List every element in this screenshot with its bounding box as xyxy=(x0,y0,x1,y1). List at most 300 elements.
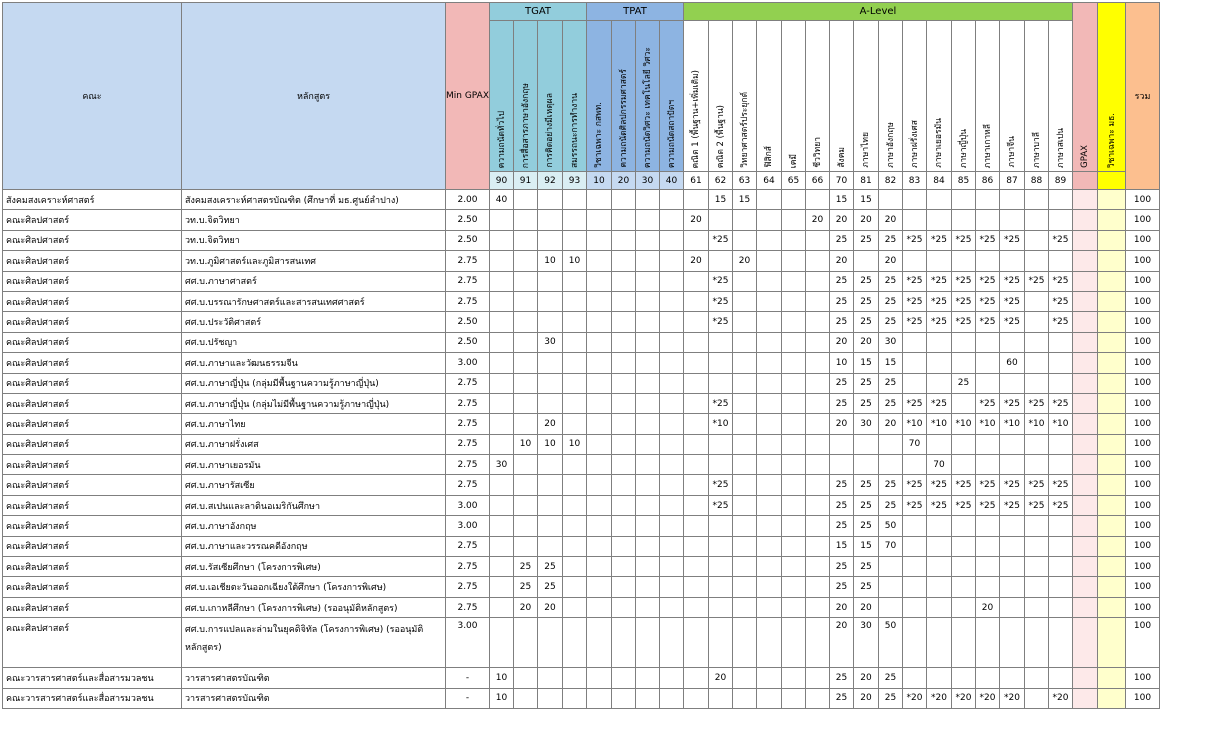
score-cell-65 xyxy=(782,210,806,230)
score-cell-40 xyxy=(660,455,684,475)
score-cell-62 xyxy=(709,536,733,556)
score-cell-90 xyxy=(490,516,514,536)
score-cell-91: 10 xyxy=(514,434,538,454)
subject-header-87: ภาษาจีน xyxy=(1000,21,1025,172)
score-cell-63 xyxy=(733,455,757,475)
score-cell-86: *25 xyxy=(976,230,1000,250)
score-cell-64 xyxy=(757,577,782,597)
min-gpax-cell: 3.00 xyxy=(446,516,490,536)
score-cell-63 xyxy=(733,271,757,291)
score-cell-20 xyxy=(612,353,636,373)
score-cell-90 xyxy=(490,475,514,495)
score-cell-89 xyxy=(1049,536,1073,556)
score-cell-70: 25 xyxy=(830,557,854,577)
score-cell-85 xyxy=(952,516,976,536)
gpax-cell xyxy=(1073,373,1098,393)
subject-header-10: วิชาเฉพาะ กสพท. xyxy=(587,21,612,172)
score-cell-91 xyxy=(514,332,538,352)
score-cell-30 xyxy=(636,516,660,536)
score-cell-87 xyxy=(1000,516,1025,536)
special-test-cell xyxy=(1098,618,1126,668)
score-cell-63 xyxy=(733,688,757,708)
score-cell-84 xyxy=(927,577,952,597)
score-cell-85 xyxy=(952,668,976,688)
score-cell-91 xyxy=(514,516,538,536)
score-cell-88 xyxy=(1025,190,1049,210)
score-cell-66 xyxy=(806,536,830,556)
min-gpax-cell: 2.75 xyxy=(446,455,490,475)
subject-code-40: 40 xyxy=(660,172,684,190)
min-gpax-cell: 2.50 xyxy=(446,230,490,250)
score-cell-61 xyxy=(684,414,709,434)
score-cell-92 xyxy=(538,393,563,413)
score-cell-65 xyxy=(782,332,806,352)
faculty-cell: คณะศิลปศาสตร์ xyxy=(3,434,182,454)
score-cell-61 xyxy=(684,688,709,708)
score-cell-66 xyxy=(806,597,830,617)
score-cell-89 xyxy=(1049,455,1073,475)
score-cell-89 xyxy=(1049,668,1073,688)
table-row xyxy=(3,434,1160,454)
score-cell-91 xyxy=(514,373,538,393)
score-cell-20 xyxy=(612,577,636,597)
score-cell-86 xyxy=(976,434,1000,454)
score-cell-88: *25 xyxy=(1025,271,1049,291)
table-row xyxy=(3,393,1160,413)
score-cell-84: 70 xyxy=(927,455,952,475)
program-cell: ศศ.บ.ภาษาญี่ปุ่น (กลุ่มไม่มีพื้นฐานความรู้ภาษาญี่ปุ่น) xyxy=(182,393,446,413)
total-cell: 100 xyxy=(1126,332,1160,352)
score-cell-85 xyxy=(952,536,976,556)
table-row xyxy=(3,373,1160,393)
program-cell: ศศ.บ.เอเชียตะวันออกเฉียงใต้ศึกษา (โครงการพิเศษ) xyxy=(182,577,446,597)
score-cell-91 xyxy=(514,251,538,271)
score-cell-91 xyxy=(514,271,538,291)
score-cell-30 xyxy=(636,373,660,393)
min-gpax-cell: 2.50 xyxy=(446,210,490,230)
subject-code-66: 66 xyxy=(806,172,830,190)
faculty-cell: คณะศิลปศาสตร์ xyxy=(3,577,182,597)
score-cell-87 xyxy=(1000,618,1025,668)
score-cell-87 xyxy=(1000,577,1025,597)
score-cell-40 xyxy=(660,516,684,536)
score-cell-85 xyxy=(952,618,976,668)
program-cell: ศศ.บ.ภาษาศาสตร์ xyxy=(182,271,446,291)
table-row xyxy=(3,291,1160,311)
score-cell-40 xyxy=(660,291,684,311)
total-cell: 100 xyxy=(1126,230,1160,250)
score-cell-70: 25 xyxy=(830,577,854,597)
score-cell-88 xyxy=(1025,251,1049,271)
table-row xyxy=(3,230,1160,250)
gpax-cell xyxy=(1073,271,1098,291)
score-cell-20 xyxy=(612,230,636,250)
program-cell: ศศ.บ.ภาษารัสเซีย xyxy=(182,475,446,495)
faculty-cell: คณะศิลปศาสตร์ xyxy=(3,597,182,617)
special-test-cell xyxy=(1098,230,1126,250)
score-cell-30 xyxy=(636,332,660,352)
score-cell-82: 20 xyxy=(879,414,903,434)
min-gpax-cell: 2.75 xyxy=(446,557,490,577)
min-gpax-cell: 2.75 xyxy=(446,577,490,597)
score-cell-30 xyxy=(636,353,660,373)
special-code-cell xyxy=(1098,172,1126,190)
score-cell-64 xyxy=(757,373,782,393)
min-gpax-cell: 2.75 xyxy=(446,271,490,291)
score-cell-63 xyxy=(733,332,757,352)
min-gpax-cell: - xyxy=(446,668,490,688)
score-cell-63 xyxy=(733,373,757,393)
score-cell-92 xyxy=(538,353,563,373)
score-cell-87 xyxy=(1000,455,1025,475)
faculty-cell: คณะศิลปศาสตร์ xyxy=(3,353,182,373)
score-cell-66 xyxy=(806,618,830,668)
special-test-cell xyxy=(1098,688,1126,708)
score-cell-10 xyxy=(587,516,612,536)
score-cell-85 xyxy=(952,332,976,352)
score-cell-66 xyxy=(806,668,830,688)
score-cell-86: *25 xyxy=(976,312,1000,332)
score-cell-84 xyxy=(927,597,952,617)
score-cell-84: *20 xyxy=(927,688,952,708)
score-cell-61: 20 xyxy=(684,210,709,230)
special-test-cell xyxy=(1098,668,1126,688)
score-cell-84 xyxy=(927,557,952,577)
score-cell-40 xyxy=(660,353,684,373)
score-cell-82: 25 xyxy=(879,393,903,413)
score-cell-62: *25 xyxy=(709,475,733,495)
score-cell-82: 25 xyxy=(879,668,903,688)
subject-code-92: 92 xyxy=(538,172,563,190)
score-cell-30 xyxy=(636,434,660,454)
score-cell-91 xyxy=(514,475,538,495)
subject-code-88: 88 xyxy=(1025,172,1049,190)
score-cell-93 xyxy=(563,190,587,210)
program-header: หลักสูตร xyxy=(182,3,446,190)
total-cell: 100 xyxy=(1126,251,1160,271)
score-cell-88 xyxy=(1025,332,1049,352)
min-gpax-cell: 2.75 xyxy=(446,373,490,393)
score-cell-64 xyxy=(757,434,782,454)
admission-score-table xyxy=(2,2,1160,709)
faculty-cell: คณะศิลปศาสตร์ xyxy=(3,455,182,475)
score-cell-30 xyxy=(636,210,660,230)
score-cell-87: *25 xyxy=(1000,495,1025,515)
score-cell-30 xyxy=(636,536,660,556)
score-cell-92 xyxy=(538,475,563,495)
subject-header-81: ภาษาไทย xyxy=(854,21,879,172)
program-cell: ศศ.บ.ภาษาไทย xyxy=(182,414,446,434)
score-cell-88: *25 xyxy=(1025,495,1049,515)
score-cell-93 xyxy=(563,230,587,250)
min-gpax-cell: 2.75 xyxy=(446,597,490,617)
score-cell-92 xyxy=(538,210,563,230)
table-row xyxy=(3,312,1160,332)
score-cell-92 xyxy=(538,516,563,536)
special-test-cell xyxy=(1098,495,1126,515)
score-cell-63 xyxy=(733,210,757,230)
score-cell-93 xyxy=(563,475,587,495)
score-cell-66 xyxy=(806,312,830,332)
score-cell-90 xyxy=(490,393,514,413)
score-cell-89 xyxy=(1049,434,1073,454)
score-cell-91 xyxy=(514,668,538,688)
score-cell-66 xyxy=(806,353,830,373)
total-cell: 100 xyxy=(1126,455,1160,475)
program-cell: ศศ.บ.เกาหลีศึกษา (โครงการพิเศษ) (รออนุมัติหลักสูตร) xyxy=(182,597,446,617)
score-cell-70: 10 xyxy=(830,353,854,373)
score-cell-62 xyxy=(709,597,733,617)
score-cell-30 xyxy=(636,688,660,708)
score-cell-63: 15 xyxy=(733,190,757,210)
score-cell-66 xyxy=(806,688,830,708)
special-test-cell xyxy=(1098,557,1126,577)
score-cell-84: *25 xyxy=(927,291,952,311)
table-row xyxy=(3,577,1160,597)
score-cell-88 xyxy=(1025,210,1049,230)
score-cell-66 xyxy=(806,373,830,393)
score-cell-82 xyxy=(879,190,903,210)
score-cell-62 xyxy=(709,434,733,454)
score-cell-66 xyxy=(806,495,830,515)
score-cell-91 xyxy=(514,688,538,708)
score-cell-86 xyxy=(976,577,1000,597)
score-cell-85: 25 xyxy=(952,373,976,393)
total-cell: 100 xyxy=(1126,434,1160,454)
subject-header-88: ภาษาบาลี xyxy=(1025,21,1049,172)
score-cell-10 xyxy=(587,373,612,393)
score-cell-70: 20 xyxy=(830,618,854,668)
score-cell-87 xyxy=(1000,597,1025,617)
score-cell-65 xyxy=(782,190,806,210)
total-cell: 100 xyxy=(1126,536,1160,556)
score-cell-83 xyxy=(903,373,927,393)
table-row xyxy=(3,455,1160,475)
special-test-cell xyxy=(1098,414,1126,434)
score-cell-65 xyxy=(782,577,806,597)
score-cell-62 xyxy=(709,332,733,352)
subject-header-61: คณิต 1 (พื้นฐาน+เพิ่มเติม) xyxy=(684,21,709,172)
score-cell-65 xyxy=(782,434,806,454)
score-cell-62 xyxy=(709,210,733,230)
score-cell-90 xyxy=(490,495,514,515)
score-cell-20 xyxy=(612,557,636,577)
special-test-cell xyxy=(1098,577,1126,597)
score-cell-89 xyxy=(1049,597,1073,617)
score-cell-88 xyxy=(1025,373,1049,393)
subject-code-86: 86 xyxy=(976,172,1000,190)
score-cell-64 xyxy=(757,414,782,434)
score-cell-65 xyxy=(782,414,806,434)
special-test-cell xyxy=(1098,597,1126,617)
score-cell-81: 25 xyxy=(854,495,879,515)
alevel-group-header: A-Level xyxy=(684,3,1073,21)
score-cell-86: *25 xyxy=(976,393,1000,413)
tpat-group-header: TPAT xyxy=(587,3,684,21)
gpax-cell xyxy=(1073,688,1098,708)
score-cell-93 xyxy=(563,312,587,332)
total-cell: 100 xyxy=(1126,475,1160,495)
score-cell-61 xyxy=(684,434,709,454)
special-test-cell xyxy=(1098,251,1126,271)
score-cell-40 xyxy=(660,251,684,271)
total-cell: 100 xyxy=(1126,312,1160,332)
score-cell-92 xyxy=(538,291,563,311)
subject-header-86: ภาษาเกาหลี xyxy=(976,21,1000,172)
total-cell: 100 xyxy=(1126,190,1160,210)
score-cell-30 xyxy=(636,190,660,210)
score-cell-20 xyxy=(612,688,636,708)
score-cell-92: 10 xyxy=(538,251,563,271)
score-cell-84 xyxy=(927,536,952,556)
subject-header-66: ชีววิทยา xyxy=(806,21,830,172)
score-cell-89 xyxy=(1049,373,1073,393)
score-cell-61 xyxy=(684,455,709,475)
score-cell-61 xyxy=(684,577,709,597)
special-test-cell xyxy=(1098,271,1126,291)
subject-code-89: 89 xyxy=(1049,172,1073,190)
score-cell-70: 25 xyxy=(830,271,854,291)
score-cell-64 xyxy=(757,668,782,688)
score-cell-70 xyxy=(830,434,854,454)
subject-code-10: 10 xyxy=(587,172,612,190)
subject-code-83: 83 xyxy=(903,172,927,190)
score-cell-61 xyxy=(684,618,709,668)
score-cell-92 xyxy=(538,495,563,515)
score-cell-30 xyxy=(636,668,660,688)
score-cell-70: 25 xyxy=(830,373,854,393)
score-cell-65 xyxy=(782,455,806,475)
score-cell-88 xyxy=(1025,557,1049,577)
score-cell-40 xyxy=(660,434,684,454)
score-cell-86 xyxy=(976,668,1000,688)
score-cell-10 xyxy=(587,557,612,577)
subject-code-93: 93 xyxy=(563,172,587,190)
subject-header-84: ภาษาเยอรมัน xyxy=(927,21,952,172)
score-cell-64 xyxy=(757,495,782,515)
score-cell-89 xyxy=(1049,516,1073,536)
score-cell-84: *10 xyxy=(927,414,952,434)
score-cell-30 xyxy=(636,475,660,495)
subject-header-91: การสื่อสารภาษาอังกฤษ xyxy=(514,21,538,172)
table-row xyxy=(3,618,1160,668)
min-gpax-cell: 2.75 xyxy=(446,414,490,434)
special-test-header: วิชาเฉพาะ มธ. xyxy=(1098,3,1126,172)
min-gpax-cell: 2.75 xyxy=(446,393,490,413)
score-cell-93 xyxy=(563,373,587,393)
score-cell-40 xyxy=(660,414,684,434)
score-cell-66 xyxy=(806,271,830,291)
score-cell-86: *25 xyxy=(976,291,1000,311)
score-cell-64 xyxy=(757,475,782,495)
score-cell-81: 25 xyxy=(854,291,879,311)
score-cell-64 xyxy=(757,353,782,373)
faculty-cell: คณะศิลปศาสตร์ xyxy=(3,291,182,311)
score-cell-89: *25 xyxy=(1049,393,1073,413)
score-cell-66 xyxy=(806,475,830,495)
score-cell-93 xyxy=(563,597,587,617)
min-gpax-cell: 2.00 xyxy=(446,190,490,210)
gpax-cell xyxy=(1073,291,1098,311)
faculty-cell: สังคมสงเคราะห์ศาสตร์ xyxy=(3,190,182,210)
score-cell-83 xyxy=(903,332,927,352)
score-cell-40 xyxy=(660,210,684,230)
table-row xyxy=(3,271,1160,291)
faculty-cell: คณะศิลปศาสตร์ xyxy=(3,536,182,556)
score-cell-83: *25 xyxy=(903,393,927,413)
score-cell-64 xyxy=(757,688,782,708)
score-cell-62: 15 xyxy=(709,190,733,210)
gpax-cell xyxy=(1073,230,1098,250)
score-cell-91: 25 xyxy=(514,557,538,577)
score-cell-86 xyxy=(976,251,1000,271)
score-cell-90: 10 xyxy=(490,688,514,708)
score-cell-90: 10 xyxy=(490,668,514,688)
score-cell-83 xyxy=(903,455,927,475)
faculty-cell: คณะศิลปศาสตร์ xyxy=(3,557,182,577)
table-row xyxy=(3,332,1160,352)
score-cell-40 xyxy=(660,393,684,413)
score-cell-90 xyxy=(490,353,514,373)
total-cell: 100 xyxy=(1126,688,1160,708)
score-cell-88 xyxy=(1025,291,1049,311)
total-cell: 100 xyxy=(1126,668,1160,688)
min-gpax-cell: 2.75 xyxy=(446,434,490,454)
score-cell-40 xyxy=(660,332,684,352)
tgat-group-header: TGAT xyxy=(490,3,587,21)
score-cell-61 xyxy=(684,291,709,311)
score-cell-40 xyxy=(660,190,684,210)
score-cell-65 xyxy=(782,271,806,291)
score-cell-10 xyxy=(587,597,612,617)
score-cell-81: 25 xyxy=(854,271,879,291)
score-cell-93 xyxy=(563,291,587,311)
score-cell-88 xyxy=(1025,312,1049,332)
gpax-cell xyxy=(1073,353,1098,373)
program-cell: สังคมสงเคราะห์ศาสตรบัณฑิต (ศึกษาที่ มธ.ศูนย์ลำปาง) xyxy=(182,190,446,210)
program-cell: ศศ.บ.การแปลและล่ามในยุคดิจิทัล (โครงการพิเศษ) (รออนุมัติหลักสูตร) xyxy=(182,618,446,668)
score-cell-20 xyxy=(612,455,636,475)
subject-header-92: การคิดอย่างมีเหตุผล xyxy=(538,21,563,172)
score-cell-62: *25 xyxy=(709,312,733,332)
score-cell-62: *25 xyxy=(709,230,733,250)
score-cell-82 xyxy=(879,577,903,597)
gpax-cell xyxy=(1073,210,1098,230)
faculty-cell: คณะศิลปศาสตร์ xyxy=(3,495,182,515)
faculty-cell: คณะศิลปศาสตร์ xyxy=(3,414,182,434)
score-cell-10 xyxy=(587,190,612,210)
score-cell-89 xyxy=(1049,332,1073,352)
score-cell-85: *20 xyxy=(952,688,976,708)
score-cell-87 xyxy=(1000,373,1025,393)
score-cell-30 xyxy=(636,414,660,434)
score-cell-90 xyxy=(490,271,514,291)
score-cell-87: *25 xyxy=(1000,312,1025,332)
faculty-cell: คณะศิลปศาสตร์ xyxy=(3,312,182,332)
min-gpax-cell: 2.50 xyxy=(446,312,490,332)
score-cell-84 xyxy=(927,373,952,393)
program-cell: ศศ.บ.ภาษาและวัฒนธรรมจีน xyxy=(182,353,446,373)
subject-header-63: วิทยาศาสตร์ประยุกต์ xyxy=(733,21,757,172)
score-cell-20 xyxy=(612,332,636,352)
score-cell-87: 60 xyxy=(1000,353,1025,373)
score-cell-81: 20 xyxy=(854,210,879,230)
program-cell: ศศ.บ.ปรัชญา xyxy=(182,332,446,352)
gpax-code-cell xyxy=(1073,172,1098,190)
score-cell-70: 25 xyxy=(830,393,854,413)
score-cell-92 xyxy=(538,190,563,210)
score-cell-90 xyxy=(490,332,514,352)
